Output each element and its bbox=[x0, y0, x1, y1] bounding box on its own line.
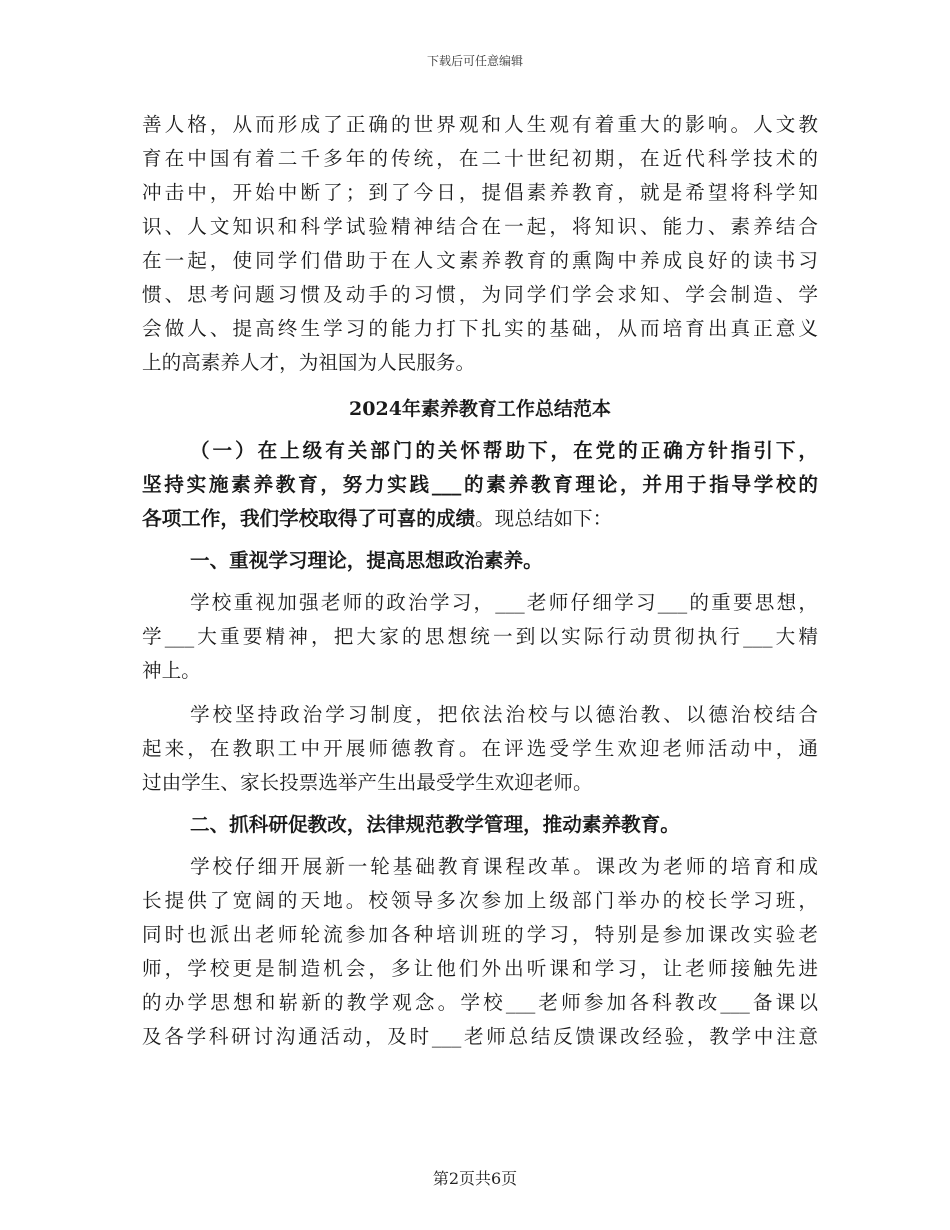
text-line: 及各学科研讨沟通活动，及时___老师总结反馈课改经验，教学中注意 bbox=[142, 1025, 818, 1048]
text-line: 育在中国有着二千多年的传统，在二十世纪初期，在近代科学技术的 bbox=[142, 147, 818, 170]
text-line: 惯、思考问题习惯及动手的习惯，为同学们学会求知、学会制造、学 bbox=[142, 283, 818, 306]
page-header: 下载后可任意编辑 bbox=[426, 54, 523, 68]
text-line: 师，学校更是制造机会，多让他们外出听课和学习，让老师接触先进 bbox=[142, 957, 818, 980]
text-line: 的办学思想和崭新的教学观念。学校___老师参加各科教改___备课以 bbox=[142, 991, 818, 1014]
section-1-heading: 一、重视学习理论，提高思想政治素养。 bbox=[190, 549, 543, 572]
section-2-heading: 二、抓科研促教改，法律规范教学管理，推动素养教育。 bbox=[190, 813, 680, 836]
document-body bbox=[142, 108, 818, 1054]
intro-normal-text: 。现总结如下： bbox=[475, 507, 613, 530]
section-1-paragraph-2 bbox=[142, 698, 818, 800]
text-line: 同时也派出老师轮流参加各种培训班的学习，特别是参加课改实验老 bbox=[142, 923, 818, 946]
text-line: 起来，在教职工中开展师德教育。在评选受学生欢迎老师活动中，通 bbox=[142, 737, 818, 760]
text-line: 学校坚持政治学习制度，把依法治校与以德治教、以德治校结合 bbox=[190, 703, 818, 726]
intro-line bbox=[142, 502, 818, 536]
page-footer: 第2页共6页 bbox=[432, 1169, 518, 1188]
top-paragraph bbox=[142, 108, 818, 380]
text-line: 识、人文知识和科学试验精神结合在一起，将知识、能力、素养结合 bbox=[142, 215, 818, 238]
text-line: 神上。 bbox=[142, 659, 201, 682]
text-line: 过由学生、家长投票选举产生出最受学生欢迎老师。 bbox=[142, 771, 593, 794]
text-line: 在一起，使同学们借助于在人文素养教育的熏陶中养成良好的读书习 bbox=[142, 249, 818, 272]
text-line: 上的高素养人才，为祖国为人民服务。 bbox=[142, 351, 476, 374]
intro-line: （一）在上级有关部门的关怀帮助下，在党的正确方针指引下， bbox=[190, 439, 818, 462]
section-1-paragraph-1 bbox=[142, 586, 818, 688]
text-line: 长提供了宽阔的天地。校领导多次参加上级部门举办的校长学习班， bbox=[142, 889, 818, 912]
text-line: 学校仔细开展新一轮基础教育课程改革。课改为老师的培育和成 bbox=[190, 855, 818, 878]
intro-bold-text: 各项工作，我们学校取得了可喜的成绩 bbox=[142, 507, 476, 530]
intro-line: 坚持实施素养教育，努力实践___的素养教育理论，并用于指导学校的 bbox=[142, 473, 818, 496]
text-line: 学___大重要精神，把大家的思想统一到以实际行动贯彻执行___大精 bbox=[142, 625, 818, 648]
text-line: 会做人、提高终生学习的能力打下扎实的基础，从而培育出真正意义 bbox=[142, 317, 818, 340]
intro-paragraph bbox=[142, 434, 818, 536]
section-2-paragraph-1 bbox=[142, 850, 818, 1054]
document-title: 2024年素养教育工作总结范本 bbox=[349, 398, 611, 420]
text-line: 冲击中，开始中断了；到了今日，提倡素养教育，就是希望将科学知 bbox=[142, 181, 818, 204]
text-line: 学校重视加强老师的政治学习，___老师仔细学习___的重要思想， bbox=[190, 591, 818, 614]
text-line: 善人格，从而形成了正确的世界观和人生观有着重大的影响。人文教 bbox=[142, 113, 818, 136]
